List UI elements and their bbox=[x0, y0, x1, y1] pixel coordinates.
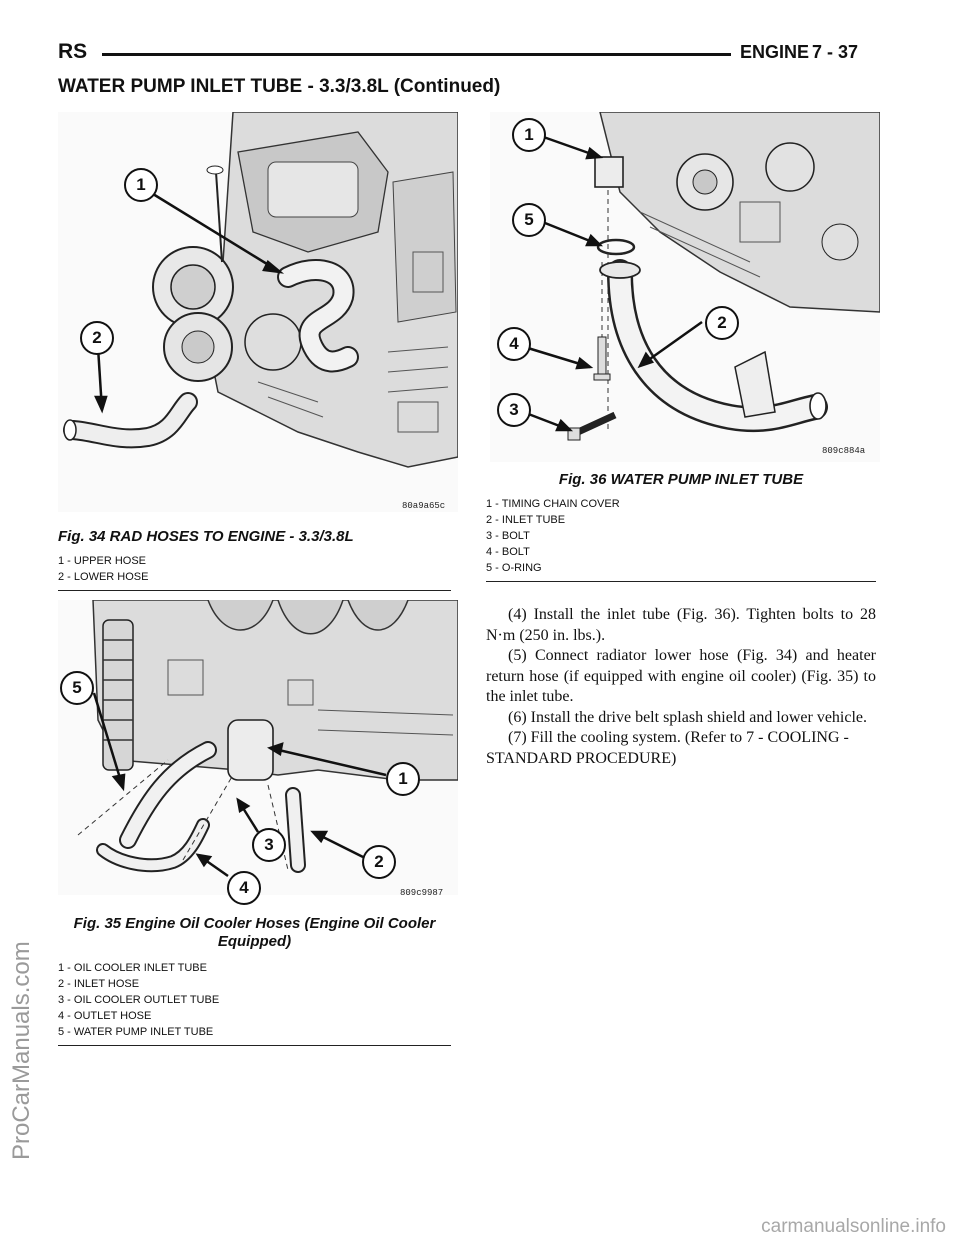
fig35-title bbox=[58, 915, 451, 951]
step-6: (6) Install the drive belt splash shield and lower vehicle. bbox=[508, 708, 868, 726]
fig35-title-line1: Fig. 35 Engine Oil Cooler Hoses (Engine Oil Cooler bbox=[73, 915, 436, 932]
fig36-callout-3-label: 3 bbox=[509, 400, 519, 419]
fig36-rule bbox=[486, 581, 876, 582]
fig36-callout-4-label: 4 bbox=[509, 334, 519, 353]
fig36-callout-5 bbox=[512, 203, 546, 237]
bottom-watermark: carmanualsonline.info bbox=[761, 1216, 946, 1237]
fig35-legend-item: 3 - OIL COOLER OUTLET TUBE bbox=[58, 994, 220, 1006]
fig36-callout-2 bbox=[705, 306, 739, 340]
fig36-callout-1 bbox=[512, 118, 546, 152]
step-5: (5) Connect radiator lower hose (Fig. 34) and heater return hose (if equipped with engine oil cooler) (Fig. 35) to the inlet tube. bbox=[486, 647, 876, 705]
fig36-legend-item: 4 - BOLT bbox=[486, 546, 530, 558]
fig36-title: Fig. 36 WATER PUMP INLET TUBE bbox=[558, 471, 804, 488]
fig34-callout-1 bbox=[124, 168, 158, 202]
fig36-callout-1-label: 1 bbox=[524, 125, 534, 144]
fig34-callout-2 bbox=[80, 321, 114, 355]
header-rule bbox=[102, 53, 731, 56]
step-7: (7) Fill the cooling system. (Refer to 7 - COOLING - STANDARD PROCEDURE) bbox=[486, 729, 849, 767]
fig35-callout-4-label: 4 bbox=[239, 878, 249, 897]
fig34-callout-1-label: 1 bbox=[136, 175, 146, 194]
fig35-code: 809c9987 bbox=[400, 888, 444, 898]
fig36-code: 809c884a bbox=[822, 446, 866, 456]
fig35-legend-item: 1 - OIL COOLER INLET TUBE bbox=[58, 962, 207, 974]
fig36-callout-4 bbox=[497, 327, 531, 361]
fig35-callout-1 bbox=[386, 762, 420, 796]
fig34-illustration bbox=[58, 112, 458, 512]
fig34-legend-item: 1 - UPPER HOSE bbox=[58, 555, 147, 567]
section-title: WATER PUMP INLET TUBE - 3.3/3.8L (Continued) bbox=[58, 76, 501, 97]
fig35-legend-item: 5 - WATER PUMP INLET TUBE bbox=[58, 1026, 214, 1038]
fig35-callout-1-label: 1 bbox=[398, 769, 408, 788]
fig36-legend-item: 1 - TIMING CHAIN COVER bbox=[486, 498, 620, 510]
fig34-callout-2-label: 2 bbox=[92, 328, 102, 347]
side-watermark: ProCarManuals.com bbox=[8, 941, 35, 1160]
fig36-callout-2-label: 2 bbox=[717, 313, 727, 332]
fig36-legend-item: 2 - INLET TUBE bbox=[486, 514, 566, 526]
fig35-callout-2 bbox=[362, 845, 396, 879]
procedure-steps bbox=[486, 605, 876, 769]
fig36-illustration bbox=[490, 112, 880, 462]
page-number: 7 - 37 bbox=[812, 42, 859, 62]
header-left: RS bbox=[58, 40, 88, 63]
fig34-code: 80a9a65c bbox=[402, 501, 446, 511]
fig35-legend-item: 4 - OUTLET HOSE bbox=[58, 1010, 152, 1022]
fig34-title: Fig. 34 RAD HOSES TO ENGINE - 3.3/3.8L bbox=[58, 528, 354, 545]
fig35-callout-2-label: 2 bbox=[374, 852, 384, 871]
fig36-legend bbox=[486, 496, 620, 576]
fig36-legend-item: 3 - BOLT bbox=[486, 530, 530, 542]
fig36-callout-5-label: 5 bbox=[524, 210, 534, 229]
fig35-callout-5-label: 5 bbox=[72, 678, 82, 697]
fig36-callout-3 bbox=[497, 393, 531, 427]
fig35-legend-item: 2 - INLET HOSE bbox=[58, 978, 140, 990]
fig35-rule bbox=[58, 1045, 451, 1046]
fig34-legend bbox=[58, 553, 148, 585]
fig35-legend bbox=[58, 960, 219, 1040]
fig35-callout-3 bbox=[252, 828, 286, 862]
fig35-callout-5 bbox=[60, 671, 94, 705]
header-section: ENGINE bbox=[740, 42, 810, 62]
fig34-legend-item: 2 - LOWER HOSE bbox=[58, 571, 149, 583]
fig35-callout-3-label: 3 bbox=[264, 835, 274, 854]
fig36-legend-item: 5 - O-RING bbox=[486, 562, 542, 574]
fig35-callout-4 bbox=[227, 871, 261, 905]
step-4: (4) Install the inlet tube (Fig. 36). Tighten bolts to 28 N·m (250 in. lbs.). bbox=[486, 606, 876, 644]
fig35-title-line2: Equipped) bbox=[217, 933, 292, 950]
fig34-rule bbox=[58, 590, 451, 591]
